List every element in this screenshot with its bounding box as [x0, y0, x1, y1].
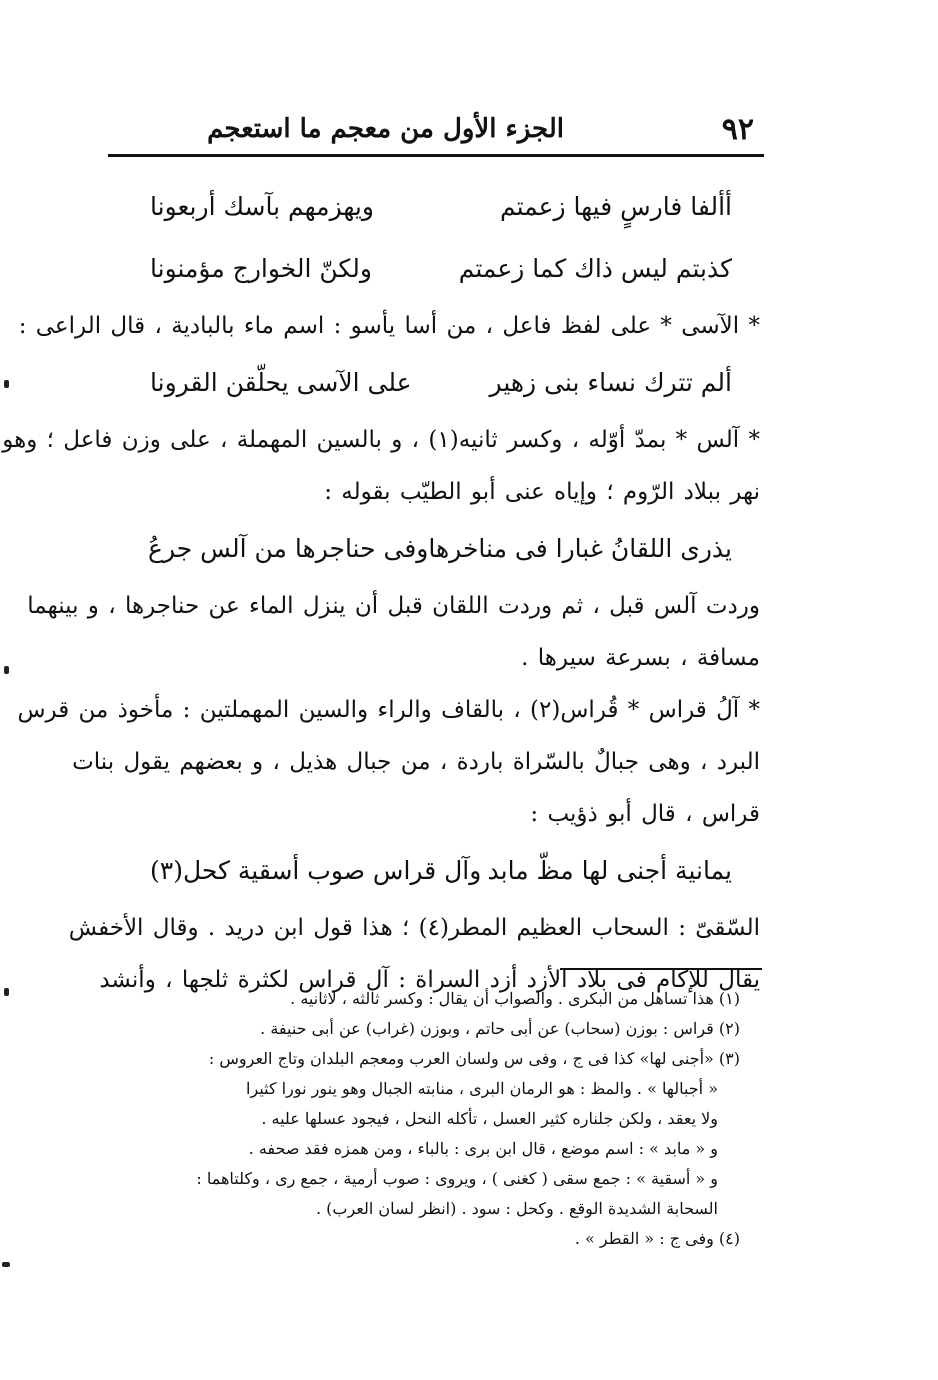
- prose-line: نهر ببلاد الرّوم ؛ وإياه عنى أبو الطيّب بقوله :: [324, 479, 760, 505]
- prose-line: * آلس * بمدّ أوّله ، وكسر ثانيه(١) ، و بالسين المهملة ، على وزن فاعل ؛ وهو: [2, 427, 760, 453]
- footnote-line: و « مابد » : اسم موضع ، قال ابن برى : بالباء ، ومن همزه فقد صحفه .: [248, 1139, 718, 1158]
- verse-first-hemistich: يذرى اللقانُ غبارا فى مناخرها: [428, 534, 732, 563]
- prose-line: السّقىّ : السحاب العظيم المطر(٤) ؛ هذا قول ابن دريد . وقال الأخفش: [68, 915, 760, 941]
- verse-second-hemistich: على الآسى يحلّقن القرونا: [150, 368, 412, 397]
- margin-mark: [4, 380, 9, 388]
- verse-first-hemistich: ألم تترك نساء بنى زهير: [489, 368, 732, 397]
- footnotes: [180, 984, 740, 1254]
- footnote-line: (١) هذا تساهل من البكرى . والصواب أن يقال : وكسر ثالثه ، لاثانيه .: [290, 989, 740, 1008]
- footnote-line: (٣) «أجنى لها» كذا فى ج ، وفى س ولسان العرب ومعجم البلدان وتاج العروس :: [208, 1049, 740, 1068]
- footnote-line: السحابة الشديدة الوقع . وكحل : سود . (انظر لسان العرب) .: [315, 1199, 718, 1218]
- verse-first-hemistich: كذبتم ليس ذاك كما زعمتم: [458, 254, 732, 283]
- page-number: ٩٢: [721, 112, 754, 147]
- verse-first-hemistich: يمانية أجنى لها مظّ مابد: [487, 856, 732, 885]
- verse-second-hemistich: وآل قراس صوب أسقية كحل(٣): [150, 856, 482, 885]
- prose-line: * الآسى * على لفظ فاعل ، من أسا يأسو : اسم ماء بالبادية ، قال الراعى :: [18, 313, 760, 339]
- footnote-divider: [560, 968, 762, 970]
- main-text: [2, 176, 760, 1006]
- verse-line: [110, 840, 760, 902]
- prose-line: يقال للإكام فى بلاد الأزد أزد السراة : آل قراس لكثرة ثلجها ، وأنشد: [99, 967, 760, 993]
- verse-line: [110, 176, 760, 238]
- margin-mark: [2, 1262, 10, 1267]
- verse-second-hemistich: ولكنّ الخوارج مؤمنونا: [150, 254, 372, 283]
- verse-line: [110, 238, 760, 300]
- prose-line: * آلُ قراس * قُراس(٢) ، بالقاف والراء والسين المهملتين : مأخوذ من قرس: [17, 697, 760, 723]
- footnote-line: و « أسقية » : جمع سقى ( كغنى ) ، ويروى : صوب أرمية ، جمع رى ، وكلتاهما :: [196, 1169, 718, 1188]
- prose-line: قراس ، قال أبو ذؤيب :: [530, 801, 760, 827]
- verse-line: [110, 518, 760, 580]
- footnote-line: (٤) وفى ج : « القطر » .: [574, 1229, 740, 1248]
- margin-mark: [4, 666, 9, 674]
- footnote-line: « أجبالها » . والمظ : هو الرمان البرى ، منابته الجبال وهو ينور نورا كثيرا: [246, 1079, 718, 1098]
- verse-second-hemistich: ويهزمهم بآسك أربعونا: [150, 192, 374, 221]
- verse-second-hemistich: وفى حناجرها من آلس جرعُ: [148, 534, 429, 563]
- verse-first-hemistich: أألفا فارسٍ فيها زعمتم: [499, 192, 732, 221]
- running-title: الجزء الأول من معجم ما استعجم: [207, 114, 564, 144]
- footnote-line: (٢) قراس : بوزن (سحاب) عن أبى حاتم ، وبوزن (غراب) عن أبى حنيفة .: [260, 1019, 740, 1038]
- prose-line: وردت آلس قبل ، ثم وردت اللقان قبل أن ينزل الماء عن حناجرها ، و بينهما: [27, 593, 760, 619]
- prose-line: البرد ، وهى جبالٌ بالسّراة باردة ، من جبال هذيل ، و بعضهم يقول بنات: [72, 749, 760, 775]
- page-header: [108, 106, 764, 150]
- prose-line: مسافة ، بسرعة سيرها .: [521, 645, 760, 671]
- footnote-line: ولا يعقد ، ولكن جلناره كثير العسل ، تأكله النحل ، فيجود عسلها عليه .: [261, 1109, 718, 1128]
- margin-mark: [4, 988, 9, 996]
- verse-line: [110, 352, 760, 414]
- header-divider: [108, 154, 764, 157]
